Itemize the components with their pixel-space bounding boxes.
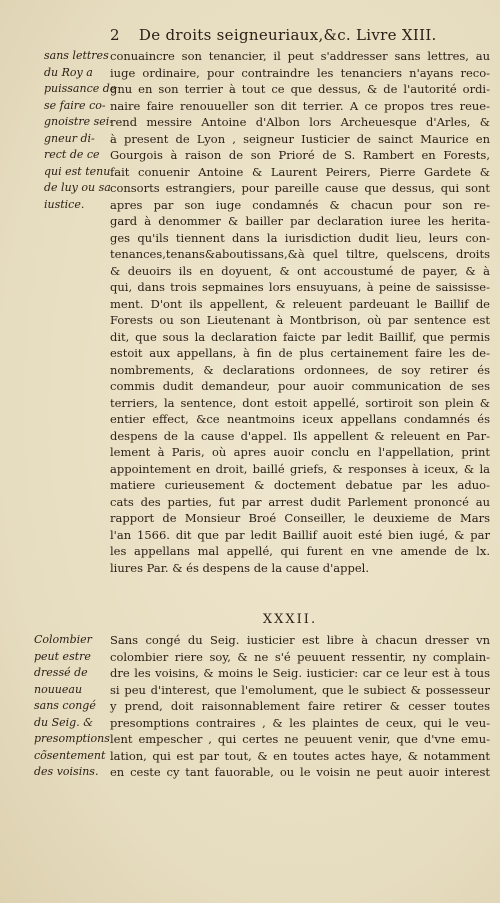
text-line: colombier riere soy, & ne s'é peuuent ressentir, ny complain-: [110, 649, 490, 664]
text-line: fait conuenir Antoine & Laurent Peirers, Pierre Gardete &: [110, 164, 490, 179]
margin-note: peut estre: [34, 649, 91, 663]
margin-note: Colombier: [34, 633, 92, 646]
margin-note: sans lettres: [44, 49, 109, 62]
margin-note: rect de ce: [44, 148, 100, 161]
margin-note: du Roy a: [44, 65, 93, 79]
text-line: Gourgois à raison de son Prioré de S. Rambert en Forests,: [110, 148, 490, 162]
margin-note: nouueau: [34, 682, 83, 696]
text-line: tenances,tenans&aboutissans,&à quel tiltre, quelscens, droits: [110, 247, 490, 261]
text-line: Sans congé du Seig. iusticier est libre à chacun dresser vn: [110, 633, 490, 647]
text-line: iuge ordinaire, pour contraindre les tenanciers n'ayans reco-: [110, 65, 490, 80]
margin-note: gneur di-: [44, 131, 95, 145]
margin-notes-lower: [34, 632, 108, 781]
text-line: si peu d'interest, que l'emolument, que le subiect & possesseur: [110, 682, 490, 697]
text-line: nombrements, & declarations ordonnees, de soy retirer és: [110, 362, 490, 377]
text-line: rapport de Monsieur Broé Conseiller, le deuxieme de Mars: [110, 511, 490, 525]
page-number: 2: [110, 26, 120, 44]
text-line: entier effect, &ce neantmoins iceux appellans condamnés és: [110, 412, 490, 426]
margin-note: se faire co-: [44, 98, 106, 112]
text-line: appointement en droit, baillé griefs, & responses à iceux, & la: [110, 461, 490, 476]
text-line: despens de la cause d'appel. Ils appellent & releuent en Par-: [110, 428, 490, 443]
text-line: naire faire renouueller son dit terrier. A ce propos tres reue-: [110, 98, 490, 113]
margin-note: du Seig. &: [34, 715, 94, 729]
margin-note: iustice.: [44, 197, 85, 211]
margin-note: puissance de: [44, 82, 117, 95]
text-line: qui, dans trois sepmaines lors ensuyuans, à peine de saississe-: [110, 280, 490, 294]
text-line: & deuoirs ils en doyuent, & ont accoustumé de payer, & à: [110, 263, 490, 278]
margin-note: gnoistre sei-: [44, 115, 113, 128]
text-line: terriers, la sentence, dont estoit appellé, sortiroit son plein &: [110, 395, 490, 410]
text-line: commis dudit demandeur, pour auoir communication de ses: [110, 379, 490, 393]
text-line: l'an 1566. dit que par ledit Baillif auoit esté bien iugé, & par: [110, 527, 490, 542]
text-line: dit, que sous la declaration faicte par ledit Baillif, que permis: [110, 329, 490, 344]
text-line: Forests ou son Lieutenant à Montbrison, où par sentence est: [110, 313, 490, 327]
text-line: cats des parties, fut par arrest dudit Parlement prononcé au: [110, 494, 490, 509]
text-line: ment. D'ont ils appellent, & releuent pardeuant le Baillif de: [110, 296, 490, 311]
text-line: en ceste cy tant fauorable, ou le voisin ne peut auoir interest: [110, 765, 490, 779]
text-line: y prend, doit raisonnablement faire retirer & cesser toutes: [110, 699, 490, 713]
margin-note: presomptions: [34, 732, 110, 745]
text-line: lent empescher , qui certes ne peuuent venir, que d'vne emu-: [110, 732, 490, 746]
text-line: dre les voisins, & moins le Seig. iusticier: car ce leur est à tous: [110, 666, 490, 680]
text-line: apres par son iuge condamnés & chacun pour son re-: [110, 197, 490, 212]
margin-note: des voisins.: [34, 765, 99, 778]
text-line: liures Par. & és despens de la cause d'appel.: [110, 560, 370, 575]
text-line: lation, qui est par tout, & en toutes actes haye, & notamment: [110, 748, 490, 763]
margin-note: qui est tenu: [44, 164, 111, 178]
running-title: De droits seigneuriaux,&c. Livre XIII.: [138, 26, 437, 44]
text-line: rend messire Antoine d'Albon lors Archeuesque d'Arles, &: [110, 115, 490, 129]
margin-note: sans congé: [34, 699, 96, 712]
text-line: lement à Paris, où apres auoir conclu en l'appellation, print: [110, 445, 490, 459]
text-line: estoit aux appellans, à fin de plus certainement faire les de-: [110, 346, 490, 360]
text-line: à present de Lyon , seigneur Iusticier de sainct Maurice en: [110, 131, 490, 146]
margin-note: cõsentement: [34, 748, 106, 762]
text-line: conuaincre son tenancier, il peut s'addresser sans lettres, au: [110, 49, 490, 63]
body-text-lower: [110, 632, 490, 781]
running-header: [110, 26, 490, 44]
margin-note: dressé de: [34, 666, 88, 679]
text-line: matiere curieusement & doctement debatue par les aduo-: [110, 478, 490, 492]
text-line: presomptions contraires , & les plaintes de ceux, qui le veu-: [110, 715, 490, 730]
text-line: gnu en son terrier à tout ce que dessus, & de l'autorité ordi-: [110, 82, 490, 96]
text-line: ges qu'ils tiennent dans la iurisdiction dudit lieu, leurs con-: [110, 230, 490, 245]
margin-note: de luy ou sa: [44, 181, 111, 194]
margin-notes-upper: [44, 48, 117, 213]
body-text-upper: [110, 48, 490, 576]
text-line: consorts estrangiers, pour pareille cause que dessus, qui sont: [110, 181, 490, 195]
section-number: XXXII.: [262, 612, 318, 627]
text-line: les appellans mal appellé, qui furent en vne amende de lx.: [110, 544, 490, 558]
text-line: gard à denommer & bailler par declaration iuree les herita-: [110, 214, 490, 228]
